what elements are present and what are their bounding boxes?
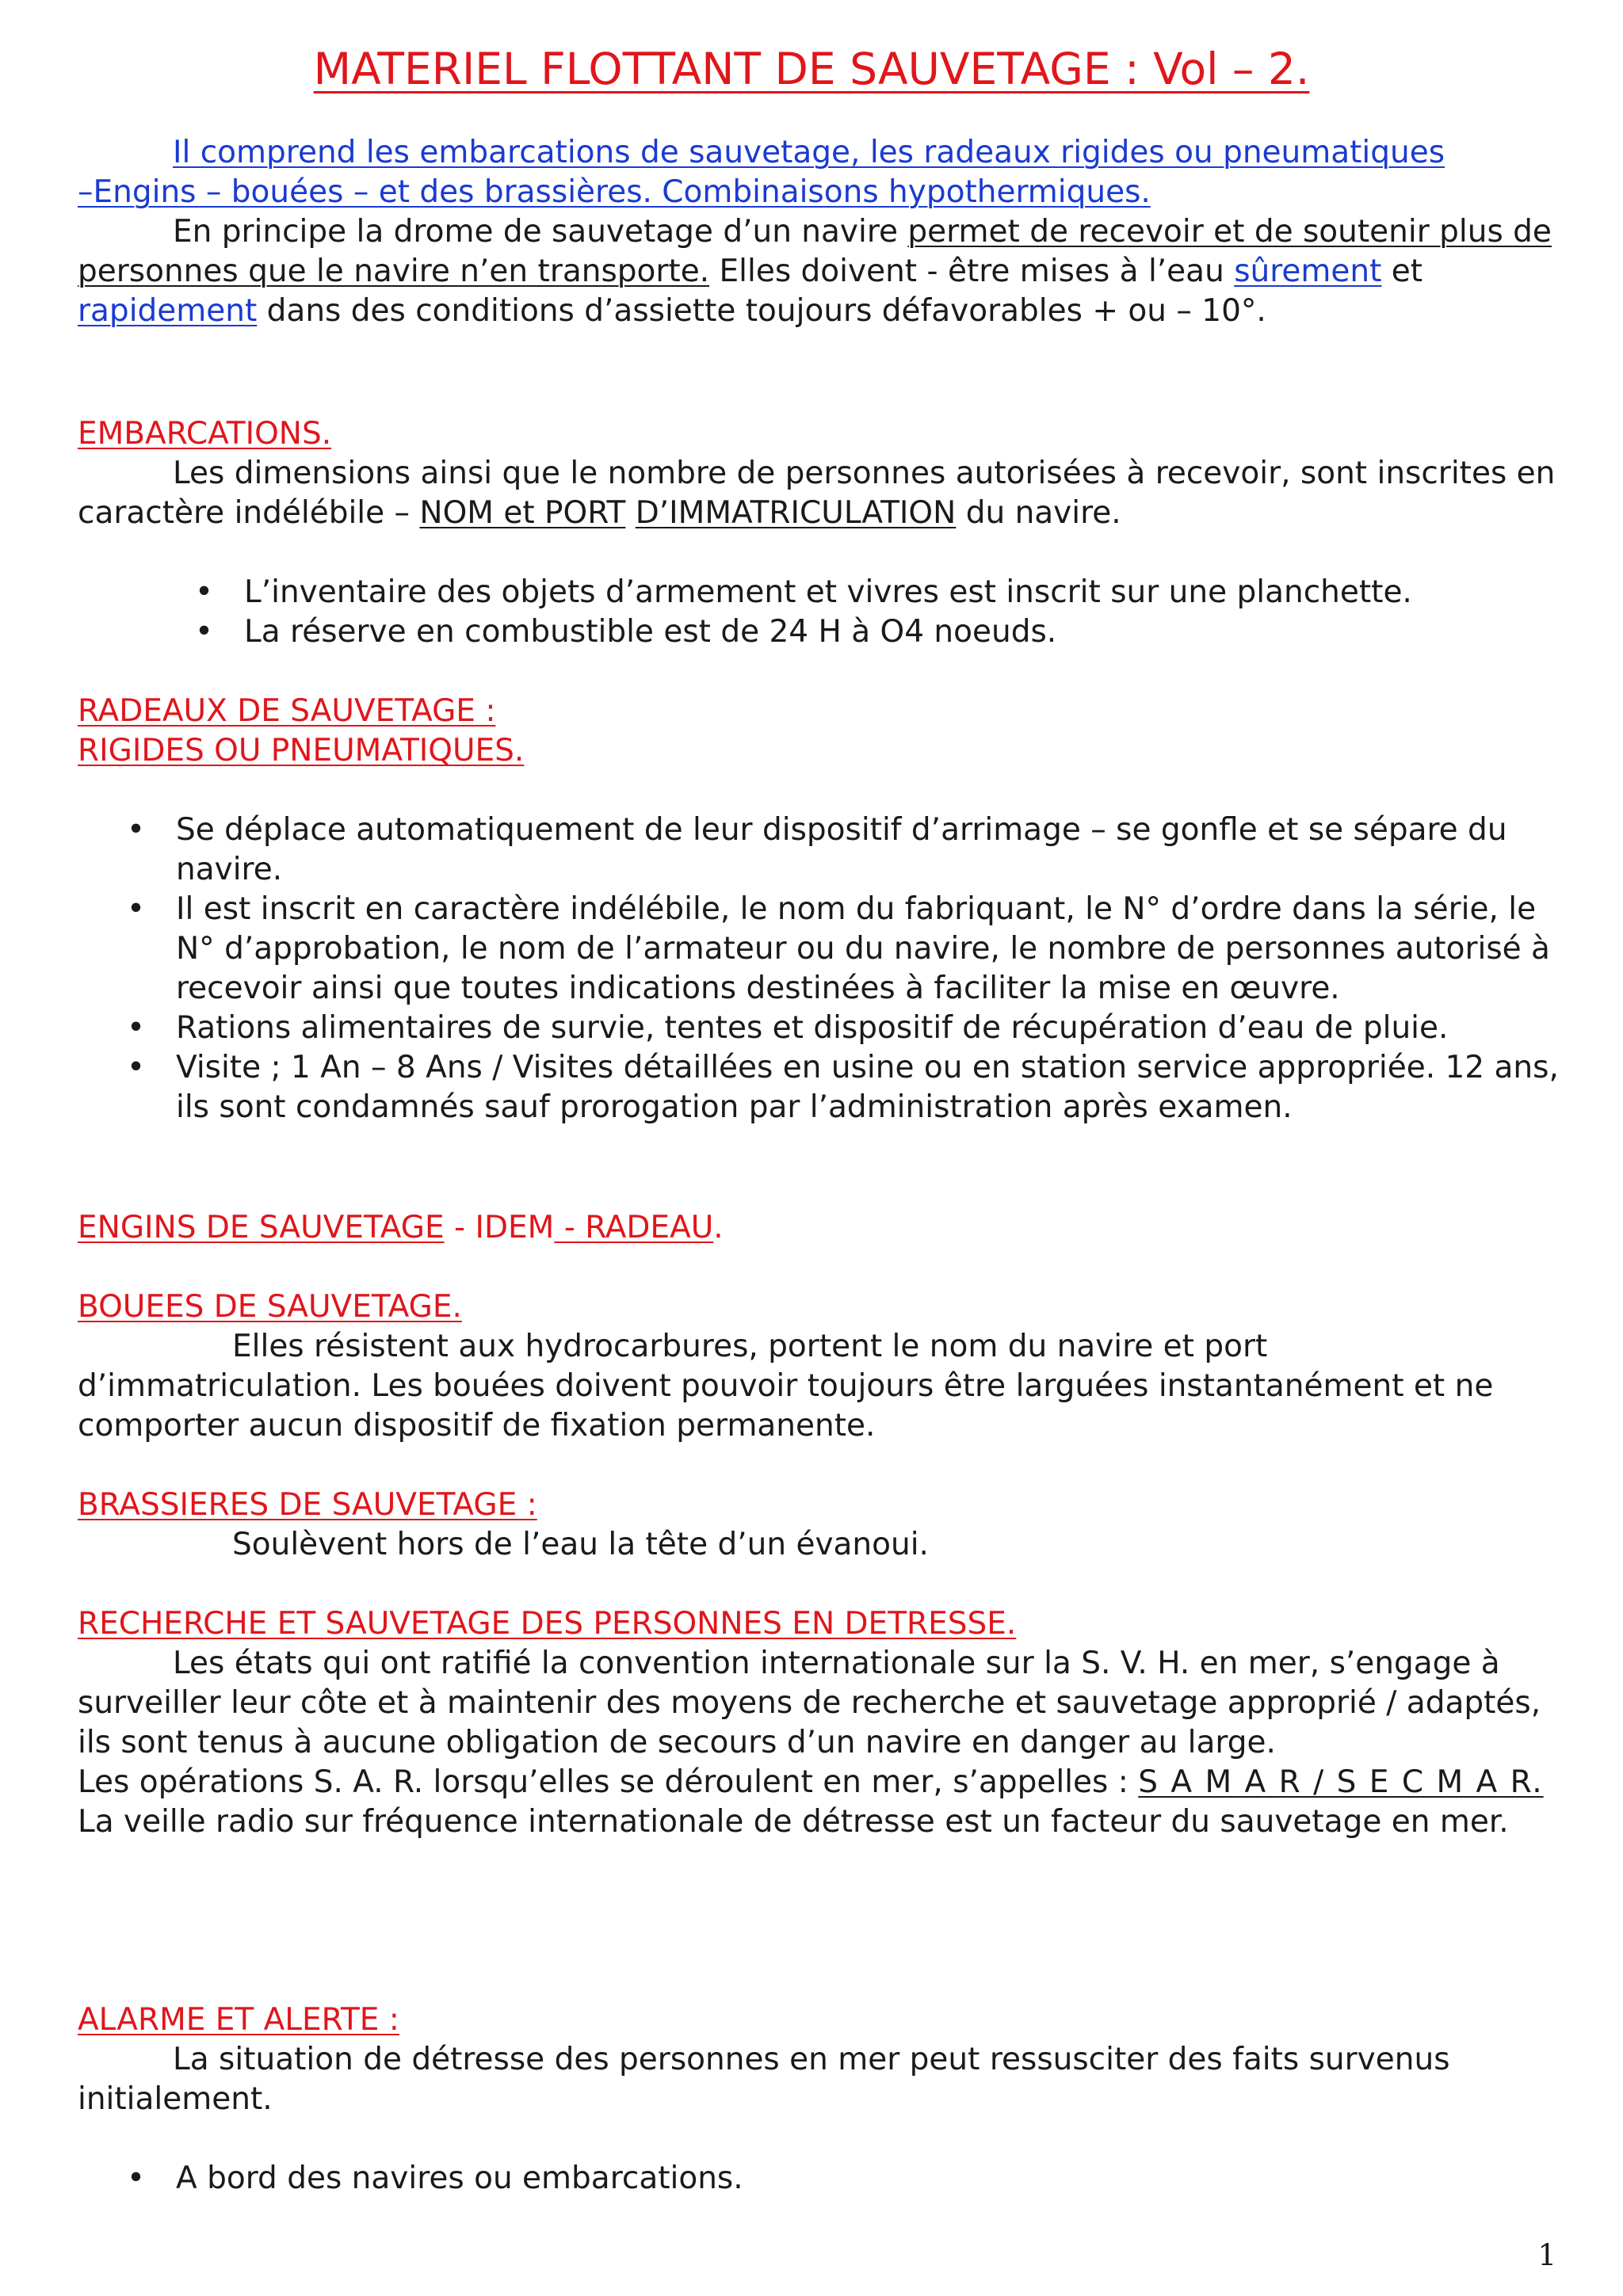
- recherche-paragraph-1: [78, 1644, 1560, 1763]
- intro-line-2: –Engins – bouées – et des brassières. Combinaisons hypothermiques.: [78, 174, 1151, 210]
- alarme-text: La situation de détresse des personnes en mer peut ressusciter des faits survenus initialement.: [78, 2042, 1450, 2117]
- brassieres-paragraph: [78, 1525, 1560, 1565]
- list-item: • Rations alimentaires de survie, tentes et dispositif de récupération d’eau de pluie.: [78, 1009, 1560, 1048]
- radeaux-heading-1: RADEAUX DE SAUVETAGE :: [78, 693, 496, 729]
- recherche-text-2a: Les opérations S. A. R. lorsqu’elles se déroulent en mer, s’appelles :: [78, 1764, 1139, 1800]
- brassieres-section: [78, 1486, 1560, 1565]
- alarme-bullet-list: [78, 2159, 1560, 2199]
- bouees-heading: BOUEES DE SAUVETAGE.: [78, 1289, 462, 1325]
- radeaux-section: [78, 692, 1560, 1127]
- embarcations-heading: EMBARCATIONS.: [78, 416, 332, 452]
- embarcations-text-b: du navire.: [956, 495, 1121, 531]
- recherche-samar-secmar: S A M A R / S E C M A R.: [1138, 1764, 1544, 1800]
- intro-paragraph-2: [78, 212, 1560, 331]
- recherche-paragraph-3: La veille radio sur fréquence internationale de détresse est un facteur du sauvetage en mer.: [78, 1804, 1509, 1840]
- intro-section: [78, 133, 1560, 331]
- engins-heading-part-4: .: [713, 1210, 724, 1245]
- recherche-paragraph-2: [78, 1763, 1560, 1802]
- list-item: • Visite ; 1 An – 8 Ans / Visites détaillées en usine ou en station service appropriée. 12 ans, ils sont condamnés sauf prorogation par l’administration après examen.: [78, 1048, 1560, 1127]
- alarme-paragraph: [78, 2040, 1560, 2119]
- page-number: 1: [1537, 2238, 1556, 2272]
- bouees-section: [78, 1287, 1560, 1446]
- list-item: • A bord des navires ou embarcations.: [78, 2159, 1560, 2199]
- embarcations-nom-port: NOM et PORT: [419, 495, 626, 531]
- embarcations-section: [78, 414, 1560, 652]
- intro-p2-text-c: dans des conditions d’assiette toujours défavorables + ou – 10°.: [257, 293, 1266, 329]
- intro-surement: sûrement: [1234, 254, 1382, 289]
- intro-p2-text-a: En principe la drome de sauvetage d’un navire: [173, 214, 908, 250]
- list-item: • Se déplace automatiquement de leur dispositif d’arrimage – se gonfle et se sépare du navire.: [78, 810, 1560, 890]
- intro-p2-text-b: Elles doivent - être mises à l’eau: [709, 254, 1235, 289]
- list-item: • La réserve en combustible est de 24 H à O4 noeuds.: [78, 612, 1560, 652]
- intro-rapidement: rapidement: [78, 293, 258, 329]
- intro-paragraph-1: [78, 133, 1560, 212]
- radeaux-heading-2: RIGIDES OU PNEUMATIQUES.: [78, 733, 525, 769]
- intro-line-1: Il comprend les embarcations de sauvetage, les radeaux rigides ou pneumatiques: [173, 135, 1445, 170]
- alarme-section: [78, 2000, 1560, 2199]
- radeaux-bullet-list: [78, 810, 1560, 1127]
- engins-heading-part-1: ENGINS DE SAUVETAGE: [78, 1210, 445, 1245]
- embarcations-bullet-list: [78, 573, 1560, 652]
- intro-et: et: [1381, 254, 1423, 289]
- embarcations-text-a: Les dimensions ainsi que le nombre de personnes autorisées à recevoir, sont inscrites en caractère indélébile –: [78, 456, 1556, 531]
- recherche-heading: RECHERCHE ET SAUVETAGE DES PERSONNES EN DETRESSE.: [78, 1606, 1017, 1642]
- page-title: MATERIEL FLOTTANT DE SAUVETAGE : Vol – 2.: [313, 44, 1310, 94]
- intro-p2-underlined: permet de recevoir et de soutenir plus de personnes que le navire n’en transporte.: [78, 214, 1552, 289]
- embarcations-immatriculation: D’IMMATRICULATION: [635, 495, 957, 531]
- list-item: • Il est inscrit en caractère indélébile, le nom du fabriquant, le N° d’ordre dans la série, le N° d’approbation, le nom de l’armateur ou du navire, le nombre de personnes autorisé à recevoir ainsi que toutes indications destinées à faciliter la mise en œuvre.: [78, 890, 1560, 1009]
- engins-heading-part-3: - RADEAU: [554, 1210, 714, 1245]
- recherche-text-1: Les états qui ont ratifié la convention internationale sur la S. V. H. en mer, s’engage à surveiller leur côte et à maintenir des moyens de recherche et sauvetage approprié / adaptés, ils sont tenus à aucune obligation de secours d’un navire en danger au large.: [78, 1646, 1541, 1760]
- bouees-paragraph: [78, 1327, 1560, 1446]
- embarcations-paragraph: [78, 454, 1560, 533]
- alarme-heading: ALARME ET ALERTE :: [78, 2002, 399, 2038]
- recherche-section: [78, 1604, 1560, 1842]
- engins-section: [78, 1208, 1560, 1248]
- bouees-text: Elles résistent aux hydrocarbures, portent le nom du navire et port d’immatriculation. Les bouées doivent pouvoir toujours être larguées instantanément et ne comporter aucun dispositif de fixation permanente.: [78, 1329, 1494, 1444]
- brassieres-heading: BRASSIERES DE SAUVETAGE :: [78, 1487, 537, 1523]
- engins-heading-part-2: - IDEM: [444, 1210, 555, 1245]
- engins-heading: [78, 1208, 1560, 1248]
- list-item: • L’inventaire des objets d’armement et vivres est inscrit sur une planchette.: [78, 573, 1560, 612]
- brassieres-text: Soulèvent hors de l’eau la tête d’un évanoui.: [232, 1527, 929, 1562]
